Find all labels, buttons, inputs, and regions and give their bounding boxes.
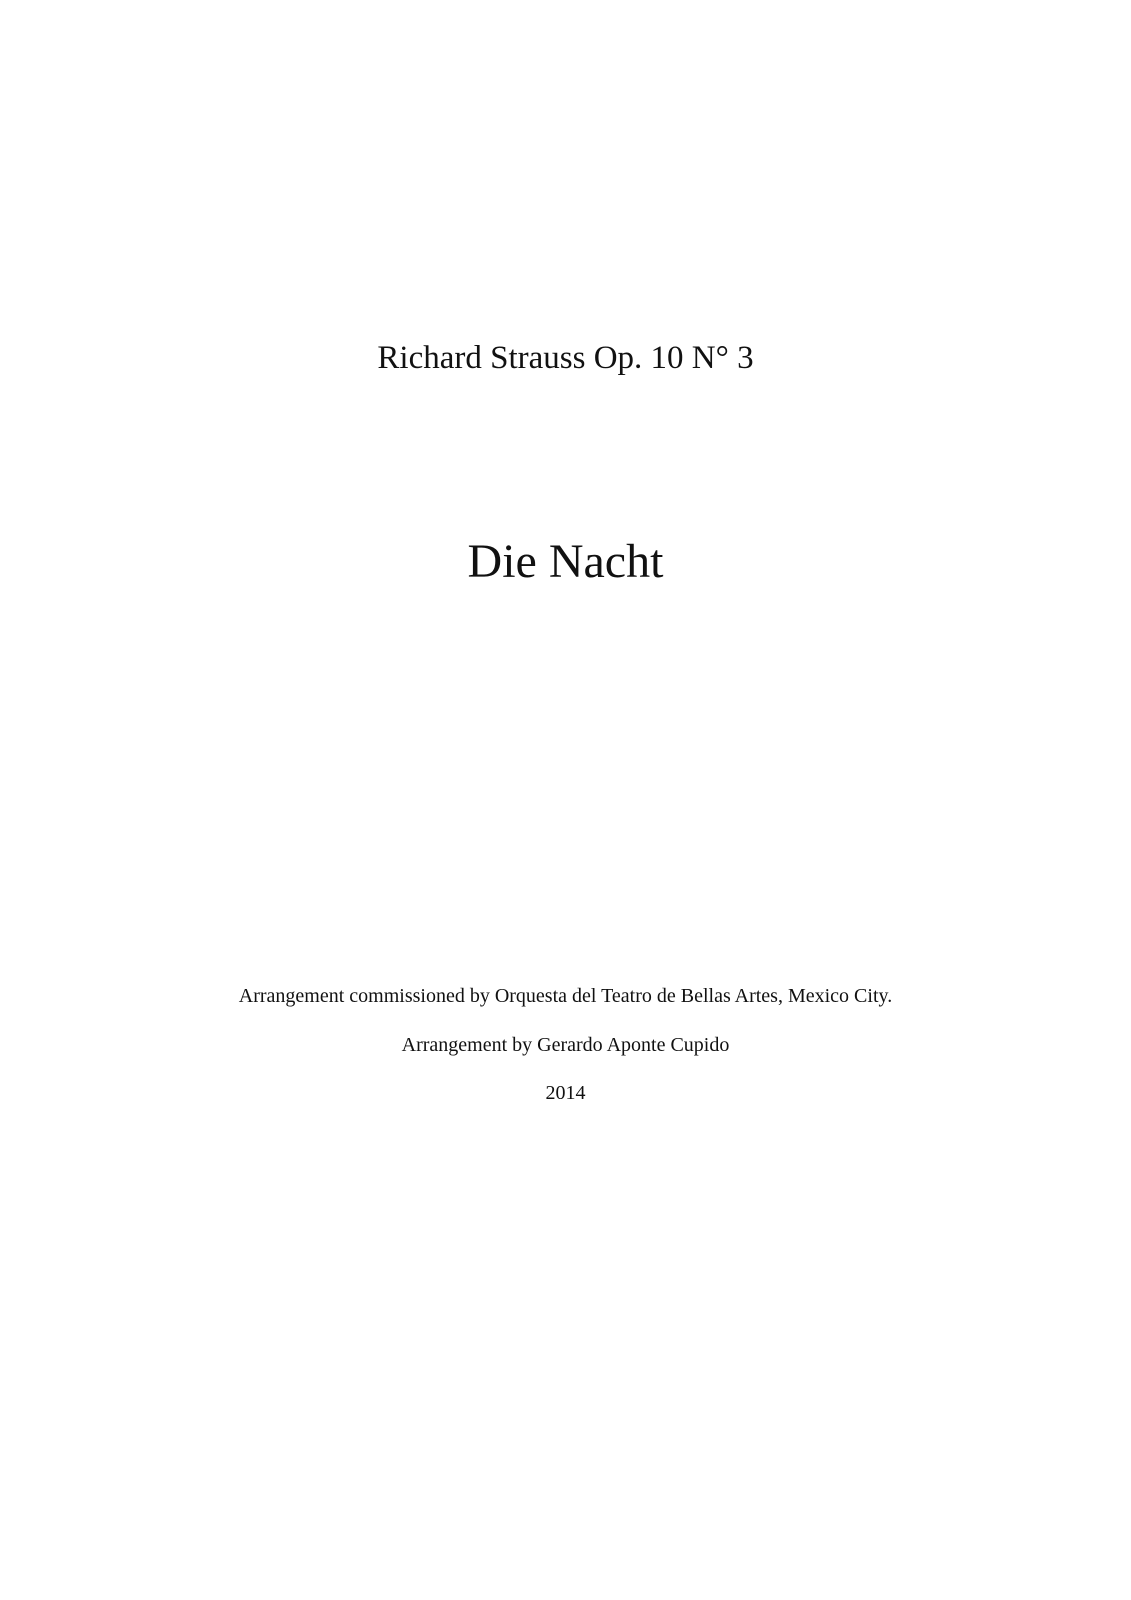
arrangement-year: 2014 [545,1082,586,1104]
work-title: Die Nacht [467,535,664,588]
arranger-credit: Arrangement by Gerardo Aponte Cupido [401,1034,730,1056]
composer-opus-line: Richard Strauss Op. 10 N° 3 [377,340,754,376]
commission-credit: Arrangement commissioned by Orquesta del Teatro de Bellas Artes, Mexico City. [238,985,893,1007]
